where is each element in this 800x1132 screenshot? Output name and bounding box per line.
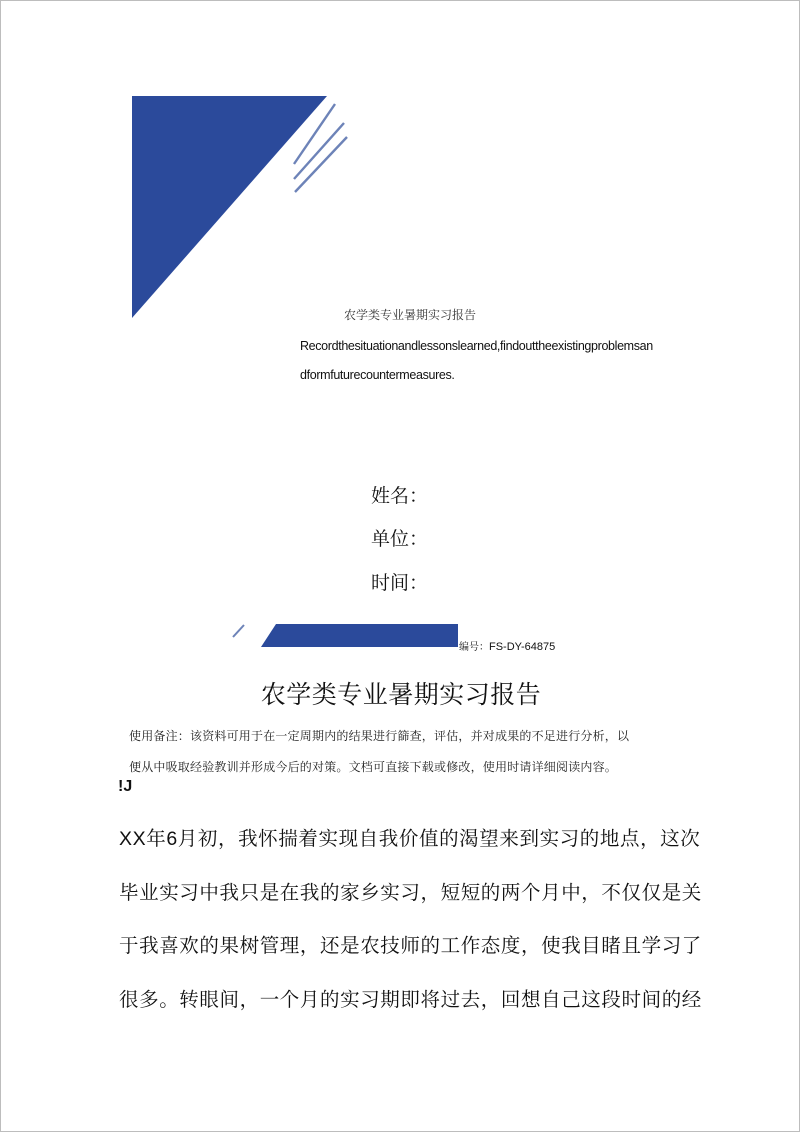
usage-note-line-1: 使用备注：该资料可用于在一定周期内的结果进行篩查，评估，并对成果的不足进行分析，以 bbox=[129, 729, 630, 743]
body-year-prefix: XX bbox=[119, 828, 147, 850]
body-line-2: 毕业实习中我只是在我的家乡实习，短短的两个月中，不仅仅是关 bbox=[119, 881, 702, 904]
document-id-value: FS-DY-64875 bbox=[489, 641, 556, 653]
document-id bbox=[459, 638, 555, 653]
time-field-label: 时间： bbox=[371, 572, 429, 594]
body-line-4: 很多。转眼间，一个月的实习期即将过去，回想自己这段时间的经 bbox=[119, 988, 702, 1011]
cover-subtitle-line-2: dformfuturecountermeasures. bbox=[300, 368, 455, 382]
cover-subtitle-line-1: Recordthesituationandlessonslearned,findouttheexistingproblemsan bbox=[300, 339, 653, 353]
body-line-1-part-b: 月初，我怀揣着实现自我价值的渴望来到实习的地点，这次 bbox=[177, 827, 701, 850]
diagonal-stripe-3 bbox=[295, 137, 347, 192]
body-line-1 bbox=[119, 823, 700, 851]
body-line-3: 于我喜欢的果树管理，还是农技师的工作态度，使我目睹且学习了 bbox=[119, 934, 702, 957]
document-title: 农学类专业暑期实习报告 bbox=[260, 680, 542, 709]
body-line-1-part-a: 年 bbox=[146, 827, 167, 850]
small-stroke-graphic bbox=[233, 625, 244, 637]
name-field-label: 姓名： bbox=[371, 485, 429, 507]
document-id-label: 编号： bbox=[459, 642, 489, 653]
blue-triangle-graphic bbox=[132, 96, 327, 318]
unit-field-label: 单位： bbox=[371, 528, 429, 550]
blue-bar-graphic bbox=[261, 624, 458, 647]
stray-mark: !J bbox=[118, 778, 133, 795]
usage-note-line-2: 便从中吸取经验教训并形成今后的对策。文档可直接下载或修改，使用时请详细阅读内容。 bbox=[129, 760, 618, 774]
cover-small-title: 农学类专业暑期实习报告 bbox=[344, 308, 477, 322]
body-month-number: 6 bbox=[166, 828, 178, 850]
